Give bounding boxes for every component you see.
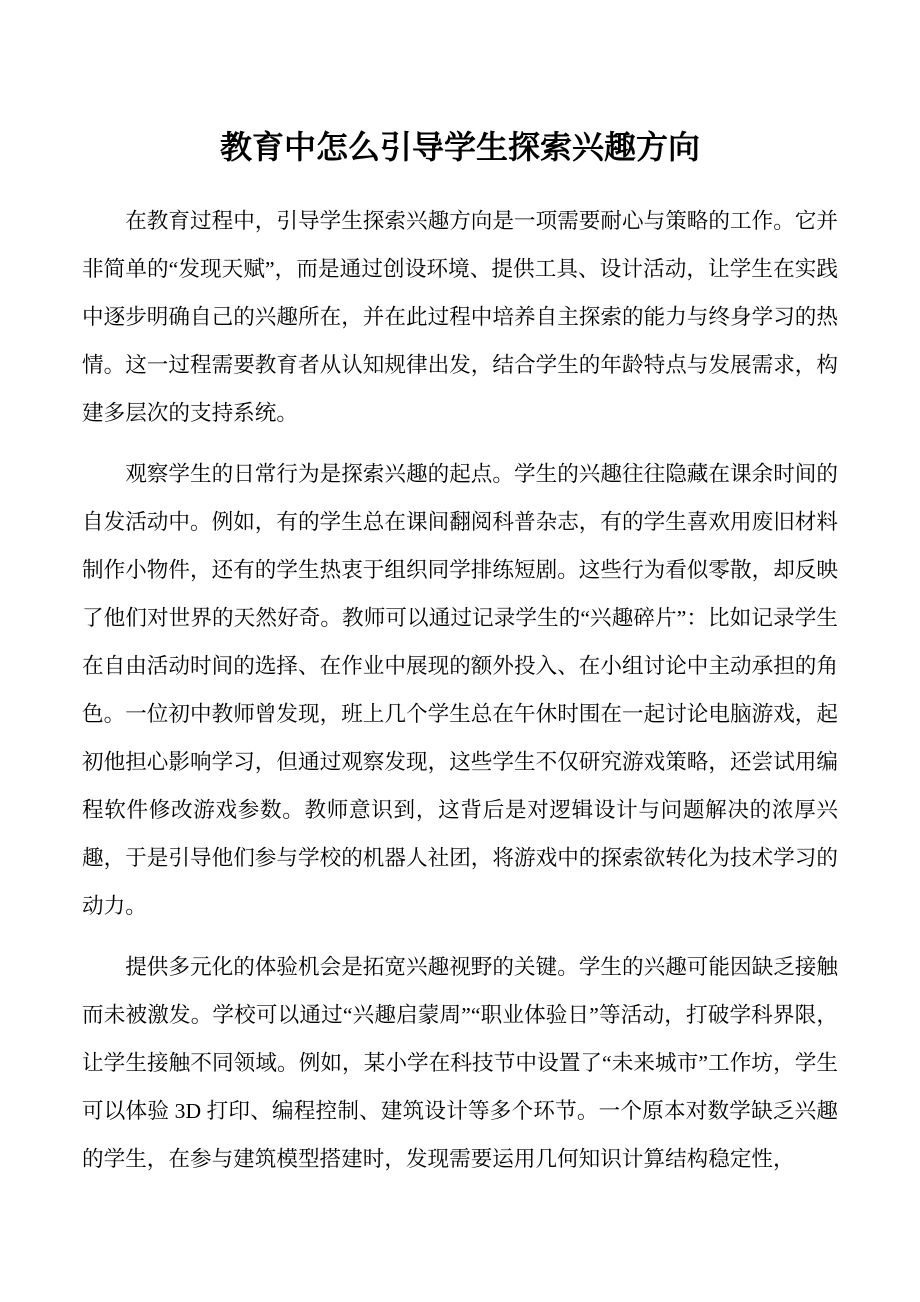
paragraph: 观察学生的日常行为是探索兴趣的起点。学生的兴趣往往隐藏在课余时间的自发活动中。例如，有的学生总在课间翻阅科普杂志，有的学生喜欢用废旧材料制作小物件，还有的学生热衷于组织同学排练短剧。这些行为看似零散，却反映了他们对世界的天然好奇。教师可以通过记录学生的“兴趣碎片”：比如记录学生在自由活动时间的选择、在作业中展现的额外投入、在小组讨论中主动承担的角色。一位初中教师曾发现，班上几个学生总在午休时围在一起讨论电脑游戏，起初他担心影响学习，但通过观察发现，这些学生不仅研究游戏策略，还尝试用编程软件修改游戏参数。教师意识到，这背后是对逻辑设计与问题解决的浓厚兴趣，于是引导他们参与学校的机器人社团，将游戏中的探索欲转化为技术学习的动力。 bbox=[82, 462, 838, 918]
paragraph: 在教育过程中，引导学生探索兴趣方向是一项需要耐心与策略的工作。它并非简单的“发现天赋”，而是通过创设环境、提供工具、设计活动，让学生在实践中逐步明确自己的兴趣所在，并在此过程中培养自主探索的能力与终身学习的热情。这一过程需要教育者从认知规律出发，结合学生的年龄特点与发展需求，构建多层次的支持系统。 bbox=[82, 209, 838, 425]
paragraph: 提供多元化的体验机会是拓宽兴趣视野的关键。学生的兴趣可能因缺乏接触而未被激发。学校可以通过“兴趣启蒙周”“职业体验日”等活动，打破学科界限，让学生接触不同领域。例如，某小学在科技节中设置了“未来城市”工作坊，学生可以体验 3D 打印、编程控制、建筑设计等多个环节。一个原本对数学缺乏兴趣的学生，在参与建筑模型搭建时，发现需要运用几何知识计算结构稳定性， bbox=[82, 955, 838, 1171]
document-title: 教育中怎么引导学生探索兴趣方向 bbox=[219, 129, 700, 165]
